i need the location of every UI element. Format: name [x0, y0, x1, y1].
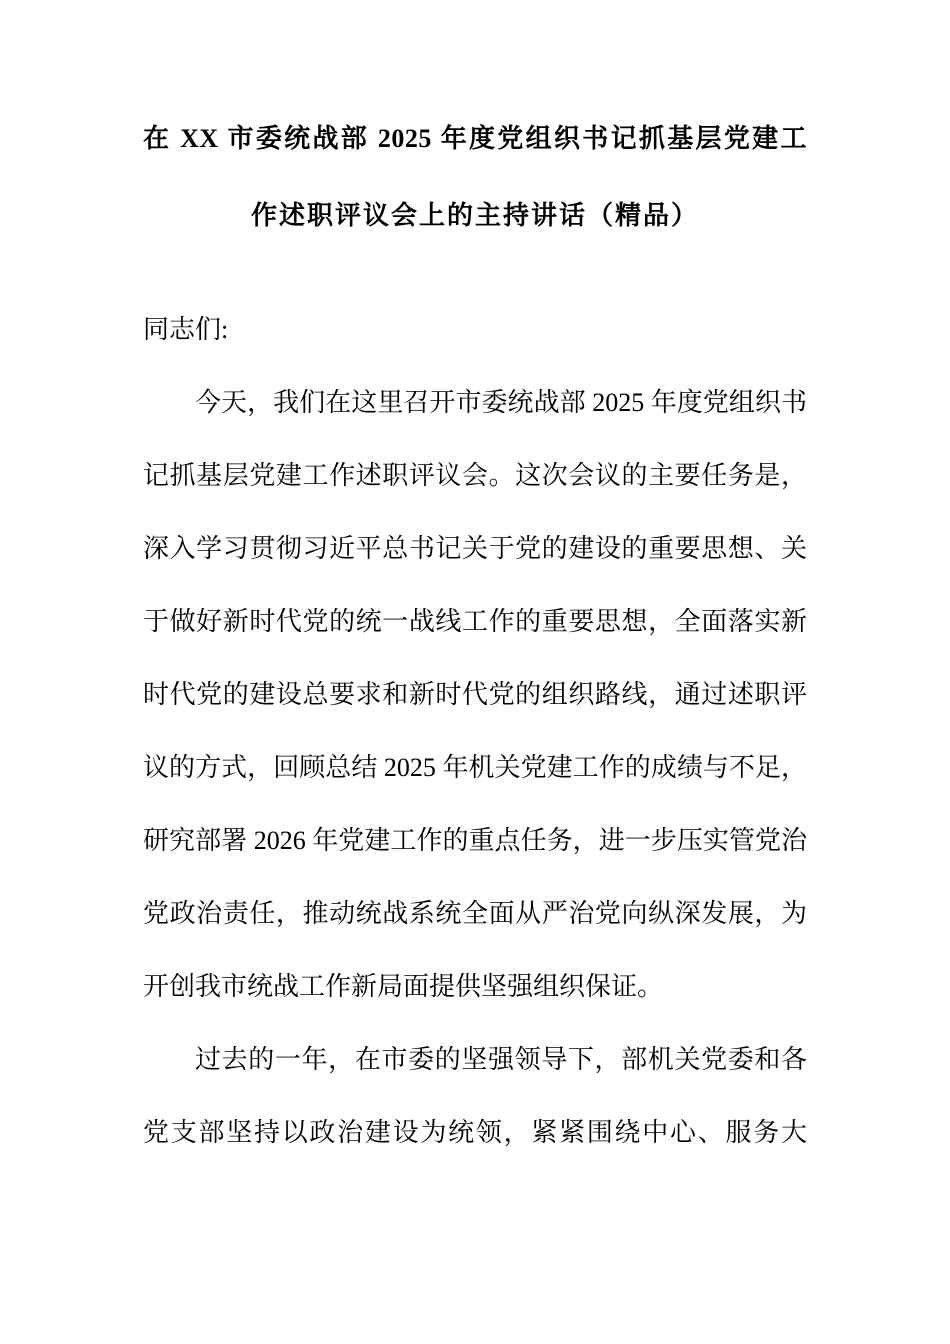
body-text-line: 今天，我们在这里召开市委统战部 2025 年度党组织书: [195, 388, 807, 417]
body-text-line: 开创我市统战工作新局面提供坚强组织保证。: [143, 972, 664, 1001]
body-text-line: 议的方式，回顾总结 2025 年机关党建工作的成绩与不足，: [143, 753, 807, 782]
body-text-line: 党政治责任，推动统战系统全面从严治党向纵深发展，为: [143, 899, 807, 928]
body-text-line: 党支部坚持以政治建设为统领，紧紧围绕中心、服务大: [143, 1118, 807, 1147]
title-line-1: 在 XX 市委统战部 2025 年度党组织书记抓基层党建工: [143, 124, 807, 153]
body-text-line: 研究部署 2026 年党建工作的重点任务，进一步压实管党治: [143, 826, 807, 855]
body-text-line: 深入学习贯彻习近平总书记关于党的建设的重要思想、关: [143, 534, 807, 563]
body-text-line: 同志们:: [143, 315, 229, 344]
document-body: [143, 293, 807, 1169]
body-text-line: 于做好新时代党的统一战线工作的重要思想，全面落实新: [143, 607, 807, 636]
body-text-line: 记抓基层党建工作述职评议会。这次会议的主要任务是，: [143, 461, 807, 490]
document-title: [143, 100, 807, 254]
body-text-line: 过去的一年，在市委的坚强领导下，部机关党委和各: [195, 1045, 807, 1074]
document-content: [143, 100, 807, 1169]
title-line-2: 作述职评议会上的主持讲话（精品）: [250, 201, 699, 230]
body-text-line: 时代党的建设总要求和新时代党的组织路线，通过述职评: [143, 680, 807, 709]
